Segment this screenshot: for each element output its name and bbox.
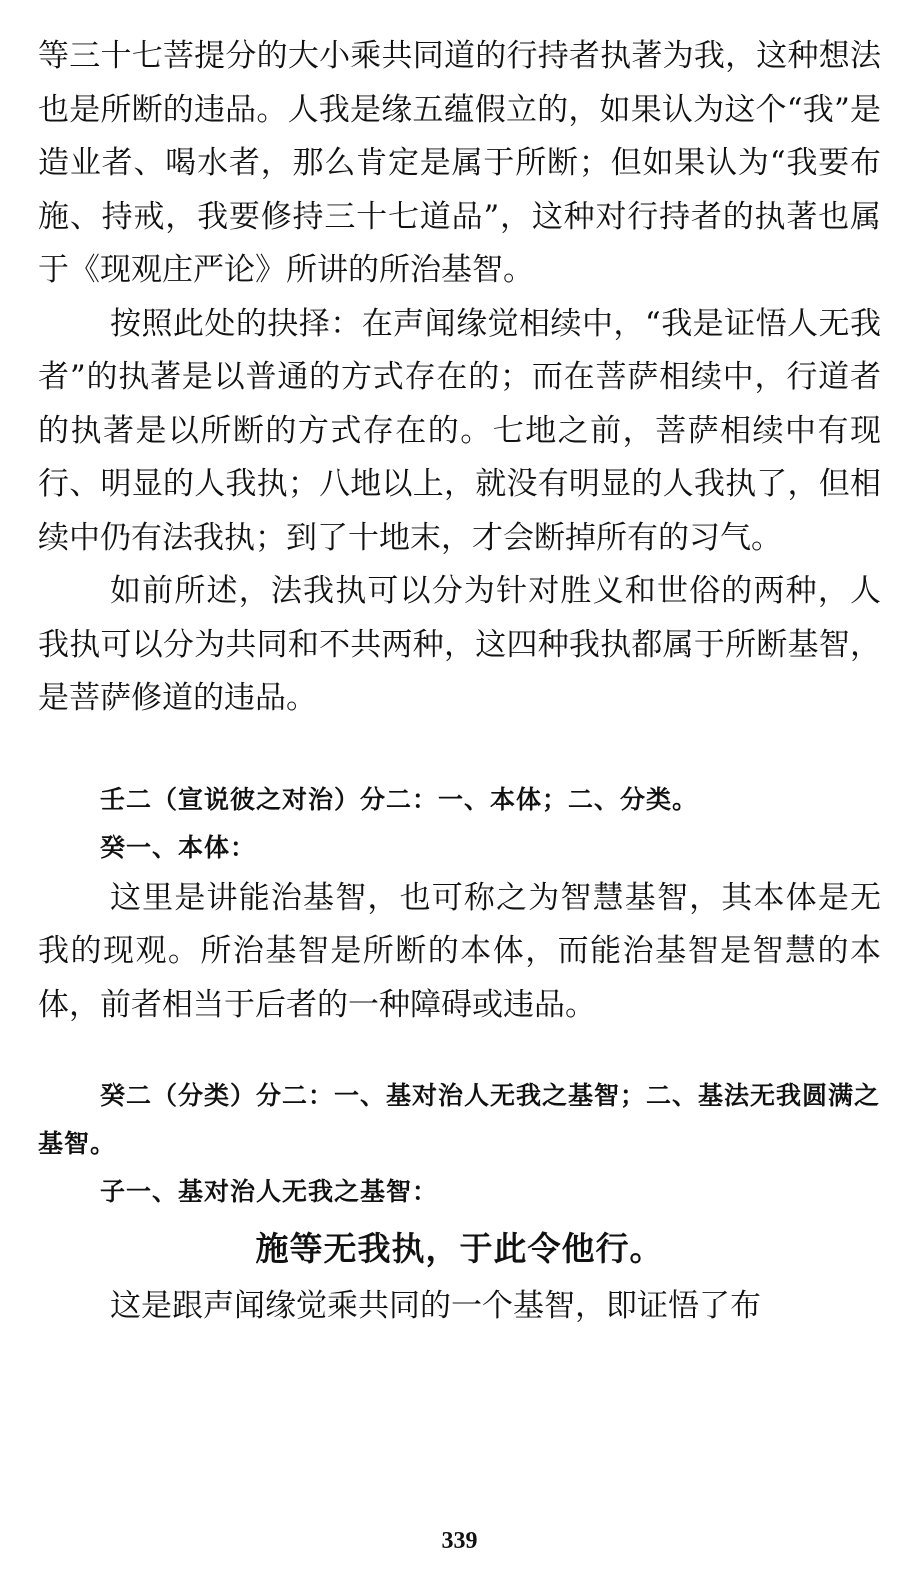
body-paragraph: 这是跟声闻缘觉乘共同的一个基智，即证悟了布 [110, 1288, 761, 1324]
body-paragraph: 等三十七菩提分的大小乘共同道的行持者执著为我，这种想法也是所断的违品。人我是缘五蕴假立的，如果认为这个“我”是造业者、喝水者，那么肯定是属于所断；但如果认为“我要布施、持戒，我要修持三十七道品”，这种对行持者的执著也属于《现观庄严论》所讲的所治基智。 [38, 38, 881, 288]
spacer [38, 726, 881, 776]
body-paragraph: 按照此处的抉择：在声闻缘觉相续中，“我是证悟人无我者”的执著是以普通的方式存在的；而在菩萨相续中，行道者的执著是以所断的方式存在的。七地之前，菩萨相续中有现行、明显的人我执；八地以上，就没有明显的人我执了，但相续中仍有法我执；到了十地末，才会断掉所有的习气。 [38, 305, 881, 556]
body-paragraph: 如前所述，法我执可以分为针对胜义和世俗的两种，人我执可以分为共同和不共两种，这四种我执都属于所断基智，是菩萨修道的违品。 [38, 573, 881, 716]
spacer [38, 1032, 881, 1072]
section-heading: 癸一、本体： [100, 832, 257, 862]
page-number: 339 [441, 1528, 478, 1554]
section-heading: 子一、基对治人无我之基智： [100, 1177, 439, 1206]
verse-line: 施等无我执，于此令他行。 [255, 1229, 664, 1268]
section-heading: 癸二（分类）分二：一、基对治人无我之基智；二、基法无我圆满之基智。 [38, 1081, 881, 1158]
body-paragraph: 这里是讲能治基智，也可称之为智慧基智，其本体是无我的现观。所治基智是所断的本体，而能治基智是智慧的本体，前者相当于后者的一种障碍或违品。 [38, 879, 881, 1023]
section-heading: 壬二（宣说彼之对治）分二：一、本体；二、分类。 [100, 784, 699, 814]
page-content [38, 30, 881, 1334]
